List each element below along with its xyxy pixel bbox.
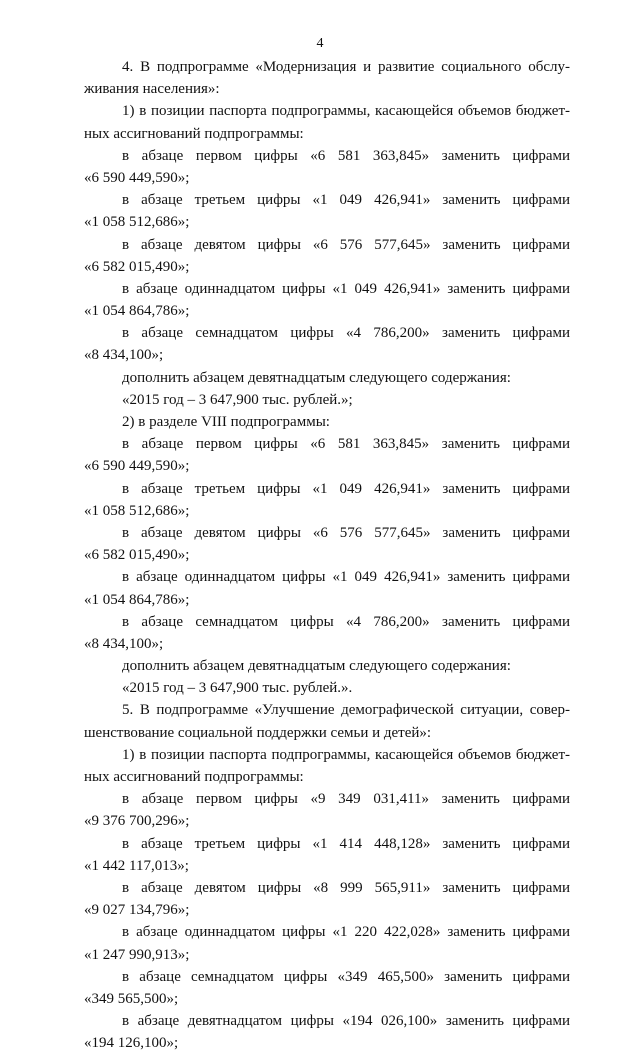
- text-line: шенствование социальной поддержки семьи и детей»:: [84, 724, 432, 741]
- text-line: «1 054 864,786»;: [84, 303, 190, 320]
- text-line: в абзаце девятом цифры «8 999 565,911» заменить цифрами: [122, 879, 570, 896]
- section-4-heading: 4. В подпрограмме «Модернизация и развитие социального обслу-: [122, 59, 570, 75]
- page-number: 4: [316, 36, 324, 51]
- text-line: ных ассигнований подпрограммы:: [84, 769, 304, 785]
- text-line: в абзаце девятом цифры «6 576 577,645» заменить цифрами: [122, 524, 570, 541]
- text-line: «1 054 864,786»;: [84, 591, 190, 608]
- item-1-heading: 1) в позиции паспорта подпрограммы, касающейся объемов бюджет-: [122, 746, 570, 763]
- text-line: живания населения»:: [84, 81, 220, 98]
- text-line: в абзаце семнадцатом цифры «4 786,200» заменить цифрами: [122, 325, 570, 342]
- text-line: «194 126,100»;: [84, 1035, 179, 1052]
- text-line: в абзаце третьем цифры «1 049 426,941» заменить цифрами: [122, 480, 570, 497]
- text-line: в абзаце семнадцатом цифры «4 786,200» заменить цифрами: [122, 613, 570, 630]
- text-line: «1 247 990,913»;: [84, 946, 190, 963]
- text-line: «349 565,500»;: [84, 990, 179, 1007]
- text-line: «1 058 512,686»;: [84, 502, 190, 519]
- text-line: «2015 год – 3 647,900 тыс. рублей.»;: [122, 391, 353, 408]
- text-line: в абзаце одиннадцатом цифры «1 220 422,028» заменить цифрами: [122, 924, 570, 941]
- section-5-heading: 5. В подпрограмме «Улучшение демографической ситуации, совер-: [122, 702, 570, 719]
- item-1-heading: 1) в позиции паспорта подпрограммы, касающейся объемов бюджет-: [122, 103, 570, 120]
- text-line: в абзаце первом цифры «6 581 363,845» заменить цифрами: [122, 147, 570, 164]
- text-line: дополнить абзацем девятнадцатым следующего содержания:: [122, 658, 511, 675]
- text-line: «6 582 015,490»;: [84, 258, 190, 275]
- document-body: [84, 56, 570, 1054]
- text-line: «6 590 449,590»;: [84, 458, 190, 475]
- text-line: «1 442 117,013»;: [84, 857, 189, 874]
- item-2-heading: 2) в разделе VIII подпрограммы:: [122, 414, 330, 430]
- text-line: дополнить абзацем девятнадцатым следующего содержания:: [122, 369, 511, 386]
- text-line: «6 582 015,490»;: [84, 547, 190, 564]
- text-line: в абзаце семнадцатом цифры «349 465,500» заменить цифрами: [122, 968, 570, 985]
- text-line: «9 376 700,296»;: [84, 813, 190, 830]
- text-line: в абзаце девятом цифры «6 576 577,645» заменить цифрами: [122, 236, 570, 253]
- text-line: в абзаце первом цифры «9 349 031,411» заменить цифрами: [122, 791, 570, 808]
- text-line: «6 590 449,590»;: [84, 169, 190, 186]
- text-line: ных ассигнований подпрограммы:: [84, 125, 304, 142]
- text-line: в абзаце третьем цифры «1 414 448,128» заменить цифрами: [122, 835, 570, 852]
- text-line: в абзаце первом цифры «6 581 363,845» заменить цифрами: [122, 436, 570, 453]
- text-line: в абзаце девятнадцатом цифры «194 026,100» заменить цифрами: [122, 1013, 570, 1030]
- text-line: «1 058 512,686»;: [84, 214, 190, 231]
- text-line: в абзаце одиннадцатом цифры «1 049 426,941» заменить цифрами: [122, 569, 570, 586]
- text-line: «8 434,100»;: [84, 347, 164, 364]
- text-line: в абзаце третьем цифры «1 049 426,941» заменить цифрами: [122, 192, 570, 209]
- text-line: «2015 год – 3 647,900 тыс. рублей.».: [122, 680, 353, 697]
- text-line: «8 434,100»;: [84, 635, 164, 652]
- text-line: в абзаце одиннадцатом цифры «1 049 426,941» заменить цифрами: [122, 280, 570, 297]
- text-line: «9 027 134,796»;: [84, 902, 190, 919]
